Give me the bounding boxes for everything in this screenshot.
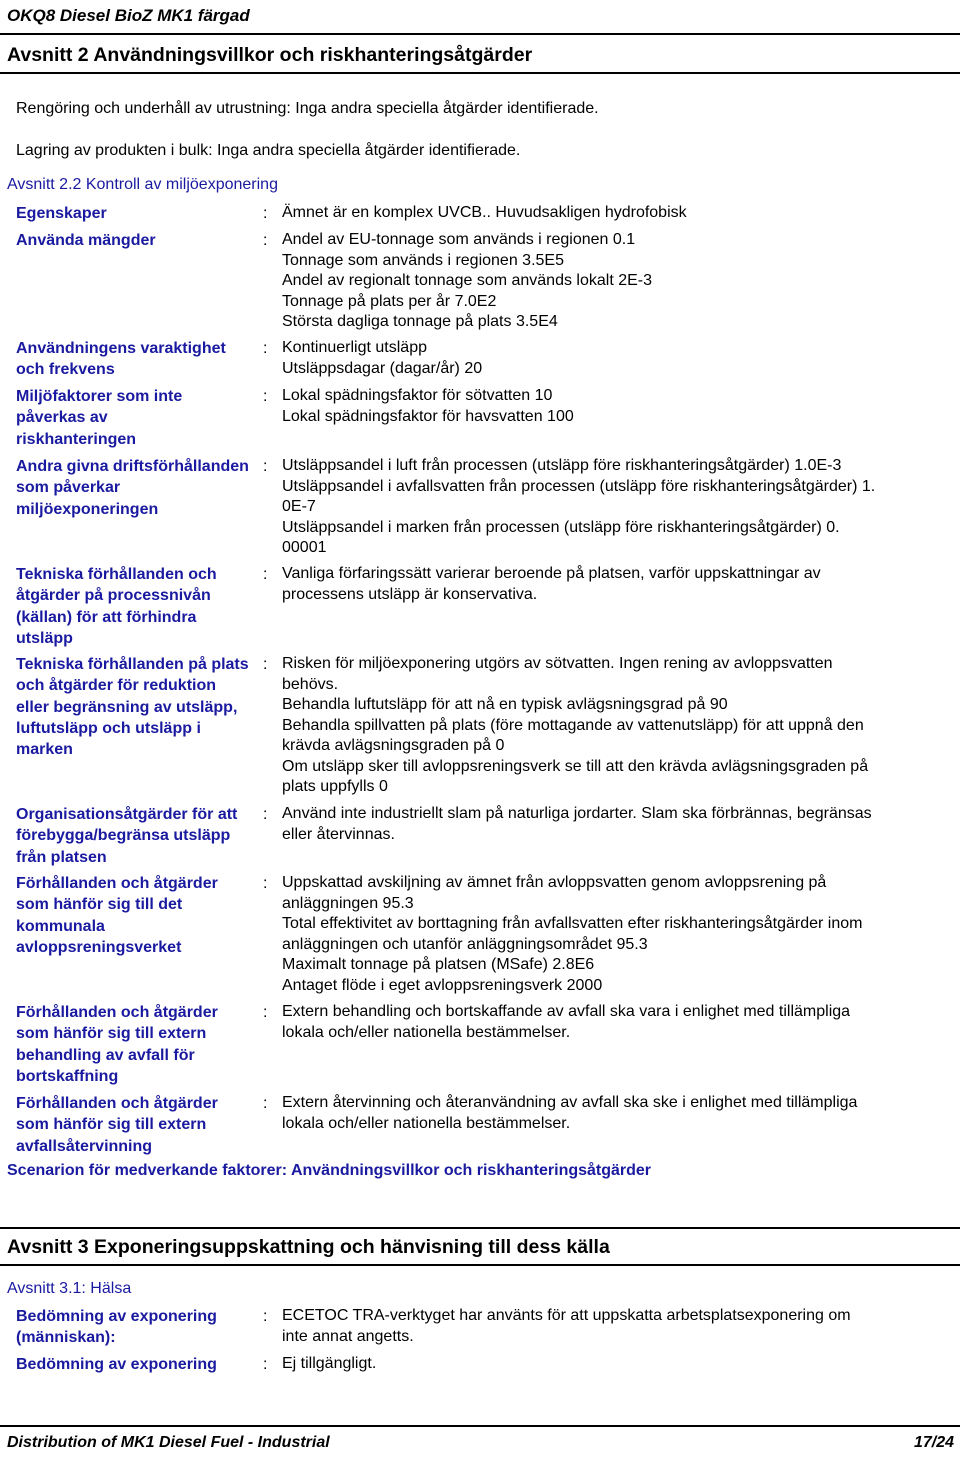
row-colon: :: [263, 1308, 268, 1325]
row-value-line: Utsläppsandel i luft från processen (utsläpp före riskhanteringsåtgärder) 1.0E-3: [282, 457, 842, 474]
section-2-2-title: Avsnitt 2.2 Kontroll av miljöexponering: [7, 176, 278, 193]
row-value-line: eller återvinnas.: [282, 825, 395, 843]
row-colon: :: [263, 388, 268, 405]
row-value-line: Risken för miljöexponering utgörs av sötvatten. Ingen rening av avloppsvatten: [282, 655, 833, 672]
row-value-line: anläggningen 95.3: [282, 894, 414, 912]
row-value-line: Antaget flöde i eget avloppsreningsverk 2000: [282, 976, 603, 994]
bulk-storage-text: Lagring av produkten i bulk: Inga andra speciella åtgärder identifierade.: [16, 142, 521, 159]
row-value-line: Lokal spädningsfaktor för havsvatten 100: [282, 407, 574, 425]
row-colon: :: [263, 340, 268, 357]
row-colon: :: [263, 205, 268, 222]
row-label: Andra givna driftsförhållanden som påverkar miljöexponeringen: [16, 458, 249, 518]
row-colon: :: [263, 1004, 268, 1021]
row-colon: :: [263, 458, 268, 475]
row-value: [282, 654, 954, 798]
row-value: [282, 230, 954, 333]
row-colon: :: [263, 806, 268, 823]
row-colon: :: [263, 566, 268, 583]
row-label: Förhållanden och åtgärder som hänför sig till det kommunala avloppsreningsverket: [16, 875, 218, 956]
document-header-title: OKQ8 Diesel BioZ MK1 färgad: [7, 6, 250, 25]
row-label: Använda mängder: [16, 232, 156, 249]
row-label: Egenskaper: [16, 205, 107, 222]
row-value-line: plats uppfylls 0: [282, 778, 388, 795]
section-2-title: Avsnitt 2 Användningsvillkor och riskhanteringsåtgärder: [7, 44, 533, 66]
row-value-line: Extern behandling och bortskaffande av avfall ska vara i enlighet med tillämpliga: [282, 1003, 851, 1020]
row-colon: :: [263, 656, 268, 673]
footer-divider: [0, 1425, 960, 1427]
section-3-1-title: Avsnitt 3.1: Hälsa: [7, 1280, 132, 1297]
row-value-line: 0E-7: [282, 498, 316, 515]
row-label: Tekniska förhållanden och åtgärder på processnivån (källan) för att förhindra utsläpp: [16, 566, 217, 647]
row-value-line: Kontinuerligt utsläpp: [282, 339, 427, 356]
row-value-line: processens utsläpp är konservativa.: [282, 585, 538, 603]
row-value: [282, 804, 954, 845]
row-value-line: Ämnet är en komplex UVCB.. Huvudsakligen hydrofobisk: [282, 204, 687, 221]
section-2-divider: [0, 72, 960, 74]
row-value-line: Lokal spädningsfaktor för sötvatten 10: [282, 387, 553, 404]
row-colon: :: [263, 1356, 268, 1373]
row-label: Förhållanden och åtgärder som hänför sig till extern avfallsåtervinning: [16, 1095, 218, 1155]
row-value-line: Maximalt tonnage på platsen (MSafe) 2.8E6: [282, 956, 595, 973]
row-value: [282, 1354, 954, 1375]
header-divider: [0, 33, 960, 35]
section-3-divider: [0, 1264, 960, 1266]
section-3-top-divider: [0, 1227, 960, 1229]
cleaning-maintenance-text: Rengöring och underhåll av utrustning: Inga andra speciella åtgärder identifierade.: [16, 100, 599, 117]
footer-page-number: 17/24: [913, 1434, 954, 1451]
row-value: [282, 203, 954, 224]
row-value-line: Behandla luftutsläpp för att nå en typisk avlägsningsgrad på 90: [282, 696, 728, 713]
row-value-line: Extern återvinning och återanvändning av avfall ska ske i enlighet med tillämpliga: [282, 1094, 858, 1111]
row-colon: :: [263, 232, 268, 249]
row-value: [282, 564, 954, 605]
row-value-line: krävda avlägsningsgraden på 0: [282, 737, 505, 754]
row-value-line: Tonnage på plats per år 7.0E2: [282, 292, 497, 310]
row-value-line: Utsläppsandel i marken från processen (utsläpp före riskhanteringsåtgärder) 0.: [282, 518, 840, 536]
row-value: [282, 873, 954, 996]
row-value-line: lokala och/eller nationella bestämmelser.: [282, 1114, 571, 1132]
row-value-line: Använd inte industriellt slam på naturliga jordarter. Slam ska förbrännas, begränsas: [282, 805, 872, 822]
row-value: [282, 1002, 954, 1043]
footer-document-name: Distribution of MK1 Diesel Fuel - Industrial: [7, 1434, 330, 1451]
row-value-line: Utsläppsandel i avfallsvatten från processen (utsläpp före riskhanteringsåtgärder) 1.: [282, 477, 876, 495]
row-colon: :: [263, 1095, 268, 1112]
row-value-line: Uppskattad avskiljning av ämnet från avloppsvatten genom avloppsrening på: [282, 874, 827, 891]
row-value-line: behövs.: [282, 675, 339, 693]
row-label: Bedömning av exponering (människan):: [16, 1308, 217, 1347]
row-value-line: Om utsläpp sker till avloppsreningsverk se till att den krävda avlägsningsgraden på: [282, 757, 869, 775]
row-value: [282, 1306, 954, 1347]
row-colon: :: [263, 875, 268, 892]
row-value: [282, 386, 954, 427]
scenario-heading: Scenarion för medverkande faktorer: Användningsvillkor och riskhanteringsåtgärder: [7, 1162, 652, 1179]
row-label: Förhållanden och åtgärder som hänför sig till extern behandling av avfall för bortskaffning: [16, 1004, 218, 1085]
row-value-line: Största dagliga tonnage på plats 3.5E4: [282, 313, 558, 330]
row-value-line: Behandla spillvatten på plats (före mottagande av vattenutsläpp) för att uppnå den: [282, 716, 864, 734]
row-value-line: Andel av regionalt tonnage som används lokalt 2E-3: [282, 272, 653, 289]
row-value-line: Vanliga förfaringssätt varierar beroende på platsen, varför uppskattningar av: [282, 565, 821, 582]
row-label: Användningens varaktighet och frekvens: [16, 340, 226, 379]
row-value-line: inte annat angetts.: [282, 1327, 414, 1345]
row-value-line: Utsläppsdagar (dagar/år) 20: [282, 359, 483, 377]
row-label: Organisationsåtgärder för att förebygga/begränsa utsläpp från platsen: [16, 806, 238, 866]
row-value: [282, 1093, 954, 1134]
row-value-line: Total effektivitet av borttagning från avfallsvatten efter riskhanteringsåtgärder inom: [282, 915, 863, 932]
row-value-line: anläggningen och utanför anläggningsområdet 95.3: [282, 935, 648, 953]
row-label: Bedömning av exponering: [16, 1356, 217, 1373]
row-value: [282, 456, 954, 559]
row-value: [282, 338, 954, 379]
row-label: Tekniska förhållanden på plats och åtgärder för reduktion eller begränsning av utsläpp, luftutsläpp och utsläpp i marken: [16, 656, 249, 759]
row-value-line: Ej tillgängligt.: [282, 1355, 377, 1372]
row-value-line: 00001: [282, 539, 327, 556]
row-value-line: Andel av EU-tonnage som används i regionen 0.1: [282, 231, 636, 248]
row-value-line: lokala och/eller nationella bestämmelser.: [282, 1023, 571, 1041]
section-3-title: Avsnitt 3 Exponeringsuppskattning och hänvisning till dess källa: [7, 1236, 610, 1258]
row-label: Miljöfaktorer som inte påverkas av riskhanteringen: [16, 388, 183, 448]
row-value-line: ECETOC TRA-verktyget har använts för att uppskatta arbetsplatsexponering om: [282, 1307, 851, 1324]
row-value-line: Tonnage som används i regionen 3.5E5: [282, 251, 564, 269]
